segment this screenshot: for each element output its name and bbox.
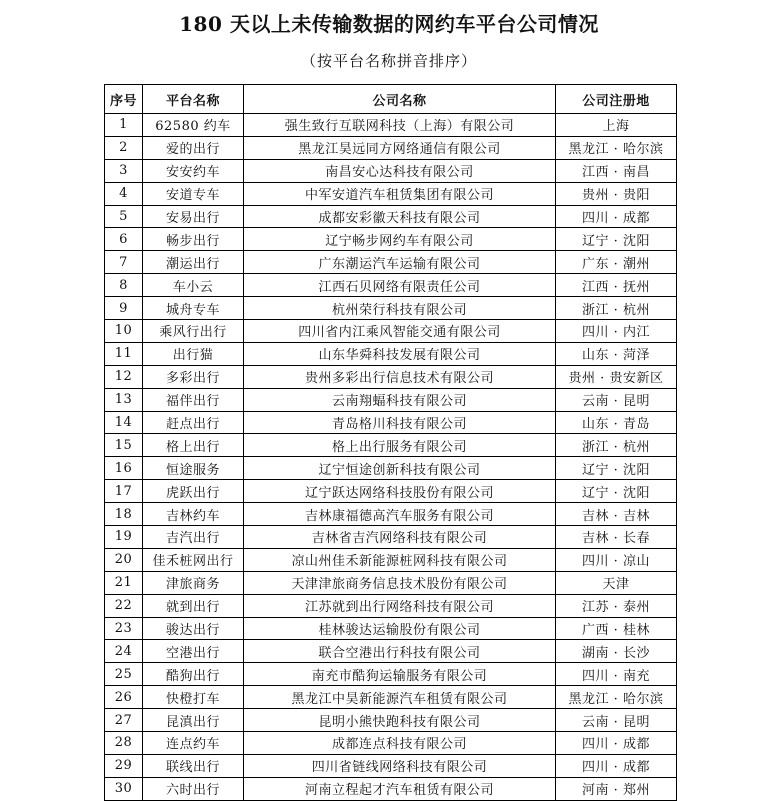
company-name: 贵州多彩出行信息技术有限公司 <box>244 365 556 388</box>
platform-name: 潮运出行 <box>143 251 244 274</box>
row-index: 30 <box>105 777 143 800</box>
registration-place: 天津 <box>556 571 677 594</box>
table-row <box>105 205 677 228</box>
platform-name: 赶点出行 <box>143 411 244 434</box>
platform-name: 联线出行 <box>143 754 244 777</box>
company-name: 南充市酷狗运输服务有限公司 <box>244 663 556 686</box>
row-index: 3 <box>105 159 143 182</box>
platform-name: 恒途服务 <box>143 457 244 480</box>
platform-name: 吉林约车 <box>143 503 244 526</box>
row-index: 5 <box>105 205 143 228</box>
platform-name: 出行猫 <box>143 342 244 365</box>
header-company-name: 公司名称 <box>244 85 556 114</box>
row-index: 8 <box>105 274 143 297</box>
company-name: 强生致行互联网科技（上海）有限公司 <box>244 114 556 137</box>
row-index: 24 <box>105 640 143 663</box>
company-name: 凉山州佳禾新能源桩网科技有限公司 <box>244 548 556 571</box>
registration-place: 云南 · 昆明 <box>556 388 677 411</box>
row-index: 10 <box>105 320 143 343</box>
table-row <box>105 754 677 777</box>
header-index: 序号 <box>105 85 143 114</box>
registration-place: 吉林 · 吉林 <box>556 503 677 526</box>
table-row <box>105 571 677 594</box>
table-row <box>105 182 677 205</box>
row-index: 15 <box>105 434 143 457</box>
table-row <box>105 411 677 434</box>
platform-name: 格上出行 <box>143 434 244 457</box>
platform-name: 车小云 <box>143 274 244 297</box>
row-index: 20 <box>105 548 143 571</box>
company-name: 黑龙江昊远同方网络通信有限公司 <box>244 136 556 159</box>
platform-name: 昆滇出行 <box>143 709 244 732</box>
platform-name: 安安约车 <box>143 159 244 182</box>
row-index: 11 <box>105 342 143 365</box>
row-index: 18 <box>105 503 143 526</box>
registration-place: 吉林 · 长春 <box>556 526 677 549</box>
company-name: 格上出行服务有限公司 <box>244 434 556 457</box>
registration-place: 上海 <box>556 114 677 137</box>
company-name: 山东华舜科技发展有限公司 <box>244 342 556 365</box>
row-index: 14 <box>105 411 143 434</box>
company-name: 辽宁跃达网络科技股份有限公司 <box>244 480 556 503</box>
company-name: 黑龙江中昊新能源汽车租赁有限公司 <box>244 686 556 709</box>
company-name: 河南立程起才汽车租赁有限公司 <box>244 777 556 800</box>
table-row <box>105 251 677 274</box>
platform-name: 爱的出行 <box>143 136 244 159</box>
platform-name: 安道专车 <box>143 182 244 205</box>
row-index: 29 <box>105 754 143 777</box>
registration-place: 辽宁 · 沈阳 <box>556 457 677 480</box>
company-name: 云南翔蝠科技有限公司 <box>244 388 556 411</box>
table-row <box>105 617 677 640</box>
table-row <box>105 297 677 320</box>
row-index: 16 <box>105 457 143 480</box>
registration-place: 浙江 · 杭州 <box>556 297 677 320</box>
registration-place: 黑龙江 · 哈尔滨 <box>556 686 677 709</box>
row-index: 7 <box>105 251 143 274</box>
row-index: 13 <box>105 388 143 411</box>
table-row <box>105 228 677 251</box>
row-index: 22 <box>105 594 143 617</box>
registration-place: 河南 · 郑州 <box>556 777 677 800</box>
company-name: 联合空港出行科技有限公司 <box>244 640 556 663</box>
row-index: 27 <box>105 709 143 732</box>
table-row <box>105 663 677 686</box>
registration-place: 湖南 · 长沙 <box>556 640 677 663</box>
row-index: 21 <box>105 571 143 594</box>
table-row <box>105 342 677 365</box>
row-index: 25 <box>105 663 143 686</box>
company-name: 辽宁恒途创新科技有限公司 <box>244 457 556 480</box>
registration-place: 四川 · 成都 <box>556 205 677 228</box>
registration-place: 辽宁 · 沈阳 <box>556 228 677 251</box>
platform-name: 吉汽出行 <box>143 526 244 549</box>
platform-name: 骏达出行 <box>143 617 244 640</box>
company-name: 吉林省吉汽网络科技有限公司 <box>244 526 556 549</box>
table-row <box>105 365 677 388</box>
registration-place: 四川 · 南充 <box>556 663 677 686</box>
registration-place: 广西 · 桂林 <box>556 617 677 640</box>
platform-name: 六时出行 <box>143 777 244 800</box>
company-name: 四川省内江乘风智能交通有限公司 <box>244 320 556 343</box>
platform-name: 津旅商务 <box>143 571 244 594</box>
document-subtitle: （按平台名称拼音排序） <box>300 52 477 70</box>
registration-place: 贵州 · 贵安新区 <box>556 365 677 388</box>
registration-place: 江西 · 南昌 <box>556 159 677 182</box>
table-row <box>105 114 677 137</box>
row-index: 26 <box>105 686 143 709</box>
table-row <box>105 686 677 709</box>
table-row <box>105 709 677 732</box>
company-name: 成都安彩徽天科技有限公司 <box>244 205 556 228</box>
table-row <box>105 594 677 617</box>
table-row <box>105 274 677 297</box>
platform-name: 畅步出行 <box>143 228 244 251</box>
company-name: 江苏就到出行网络科技有限公司 <box>244 594 556 617</box>
header-registration-place: 公司注册地 <box>556 85 677 114</box>
platform-name: 空港出行 <box>143 640 244 663</box>
registration-place: 四川 · 成都 <box>556 754 677 777</box>
row-index: 19 <box>105 526 143 549</box>
platform-name: 多彩出行 <box>143 365 244 388</box>
registration-place: 浙江 · 杭州 <box>556 434 677 457</box>
row-index: 2 <box>105 136 143 159</box>
company-name: 广东潮运汽车运输有限公司 <box>244 251 556 274</box>
row-index: 4 <box>105 182 143 205</box>
table-row <box>105 434 677 457</box>
row-index: 12 <box>105 365 143 388</box>
registration-place: 江西 · 抚州 <box>556 274 677 297</box>
company-name: 桂林骏达运输股份有限公司 <box>244 617 556 640</box>
platform-name: 佳禾桩网出行 <box>143 548 244 571</box>
company-name: 天津津旅商务信息技术股份有限公司 <box>244 571 556 594</box>
table-row <box>105 480 677 503</box>
row-index: 23 <box>105 617 143 640</box>
registration-place: 黑龙江 · 哈尔滨 <box>556 136 677 159</box>
registration-place: 云南 · 昆明 <box>556 709 677 732</box>
table-row <box>105 732 677 755</box>
platform-table <box>104 84 677 801</box>
row-index: 17 <box>105 480 143 503</box>
row-index: 28 <box>105 732 143 755</box>
platform-name: 安易出行 <box>143 205 244 228</box>
platform-name: 就到出行 <box>143 594 244 617</box>
registration-place: 江苏 · 泰州 <box>556 594 677 617</box>
table-row <box>105 457 677 480</box>
platform-name: 乘风行出行 <box>143 320 244 343</box>
header-platform-name: 平台名称 <box>143 85 244 114</box>
company-name: 中军安道汽车租赁集团有限公司 <box>244 182 556 205</box>
row-index: 6 <box>105 228 143 251</box>
row-index: 9 <box>105 297 143 320</box>
table-row <box>105 388 677 411</box>
table-header-row <box>105 85 677 114</box>
table-row <box>105 320 677 343</box>
company-name: 辽宁畅步网约车有限公司 <box>244 228 556 251</box>
company-name: 四川省链线网络科技有限公司 <box>244 754 556 777</box>
registration-place: 四川 · 成都 <box>556 732 677 755</box>
platform-name: 城舟专车 <box>143 297 244 320</box>
company-name: 吉林康福德高汽车服务有限公司 <box>244 503 556 526</box>
table-row <box>105 640 677 663</box>
company-name: 江西石贝网络有限责任公司 <box>244 274 556 297</box>
row-index: 1 <box>105 114 143 137</box>
table-row <box>105 548 677 571</box>
registration-place: 贵州 · 贵阳 <box>556 182 677 205</box>
company-name: 青岛格川科技有限公司 <box>244 411 556 434</box>
registration-place: 四川 · 凉山 <box>556 548 677 571</box>
company-name: 南昌安心达科技有限公司 <box>244 159 556 182</box>
platform-name: 酷狗出行 <box>143 663 244 686</box>
platform-name: 连点约车 <box>143 732 244 755</box>
table-row <box>105 159 677 182</box>
platform-name: 快橙打车 <box>143 686 244 709</box>
table-row <box>105 526 677 549</box>
table-row <box>105 503 677 526</box>
platform-name: 虎跃出行 <box>143 480 244 503</box>
company-name: 昆明小熊快跑科技有限公司 <box>244 709 556 732</box>
platform-name: 福伴出行 <box>143 388 244 411</box>
platform-name: 62580 约车 <box>143 114 244 137</box>
company-name: 杭州荣行科技有限公司 <box>244 297 556 320</box>
registration-place: 山东 · 菏泽 <box>556 342 677 365</box>
registration-place: 广东 · 潮州 <box>556 251 677 274</box>
company-name: 成都连点科技有限公司 <box>244 732 556 755</box>
registration-place: 山东 · 青岛 <box>556 411 677 434</box>
document-title: 180 天以上未传输数据的网约车平台公司情况 <box>179 12 599 36</box>
registration-place: 四川 · 内江 <box>556 320 677 343</box>
registration-place: 辽宁 · 沈阳 <box>556 480 677 503</box>
table-row <box>105 136 677 159</box>
table-row <box>105 777 677 800</box>
